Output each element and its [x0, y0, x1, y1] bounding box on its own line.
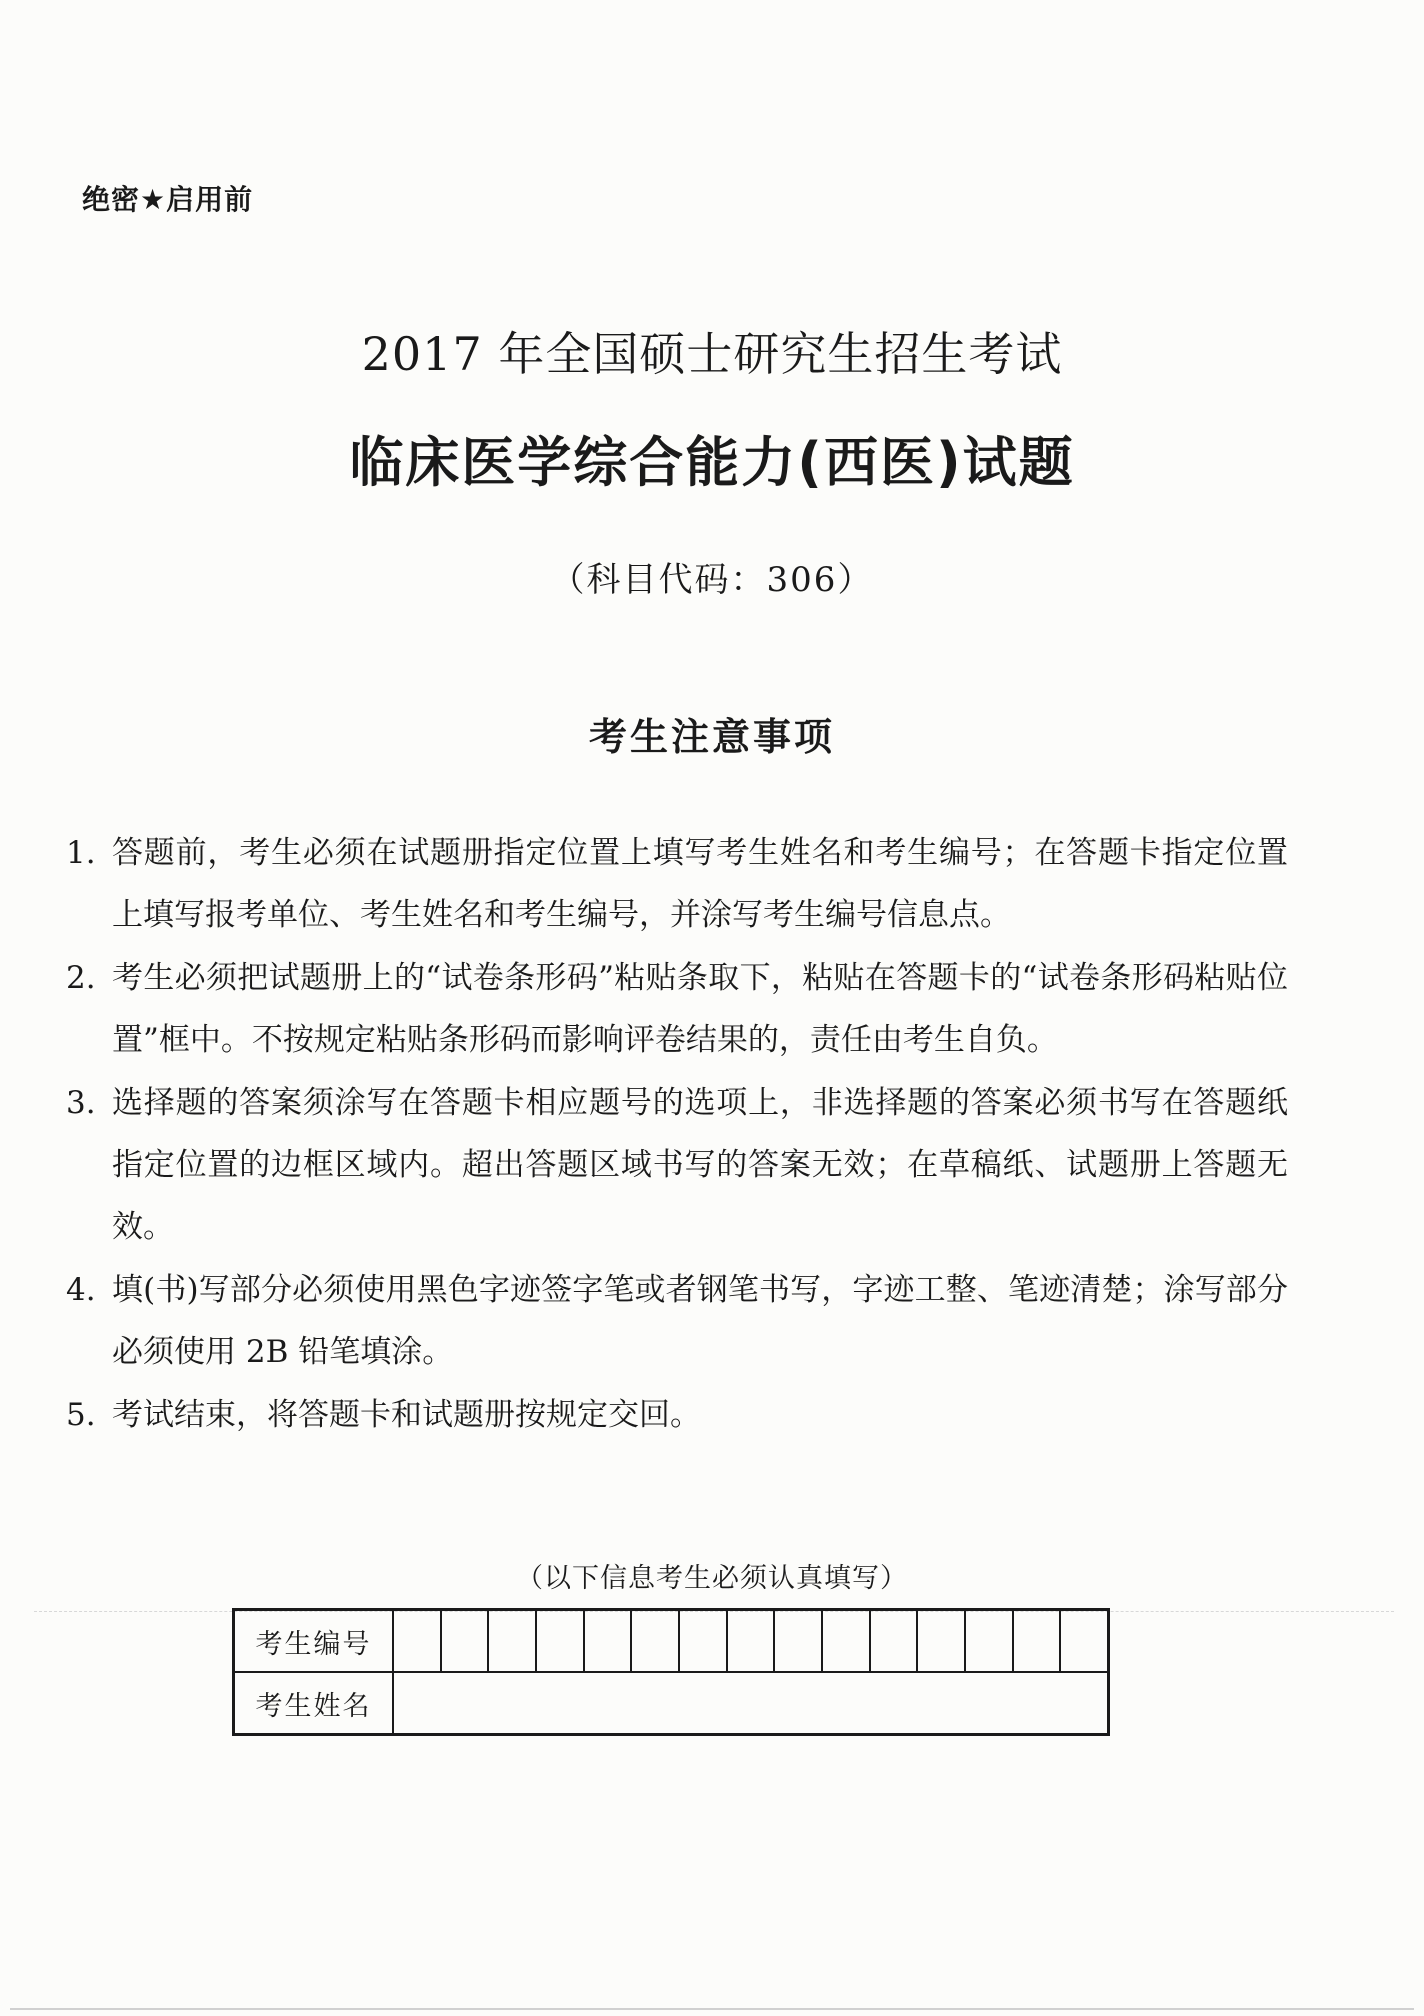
subject-code: （科目代码：306） — [550, 560, 874, 600]
notice-item-number: 2. — [66, 960, 96, 996]
notice-list — [66, 822, 1288, 1447]
candidate-number-label: 考生编号 — [234, 1610, 394, 1673]
notice-item — [66, 947, 1288, 1071]
notice-item — [66, 1072, 1288, 1258]
notice-item — [66, 1259, 1288, 1383]
notice-item — [66, 822, 1288, 946]
candidate-number-digit-box[interactable] — [679, 1610, 727, 1673]
notice-item-text: 考生必须把试题册上的“试卷条形码”粘贴条取下，粘贴在答题卡的“试卷条形码粘贴位置”框中。不按规定粘贴条形码而影响评卷结果的，责任由考生自负。 — [112, 960, 1288, 1058]
notice-item-text: 考试结束，将答题卡和试题册按规定交回。 — [112, 1397, 701, 1433]
notice-item-text: 填(书)写部分必须使用黑色字迹签字笔或者钢笔书写，字迹工整、笔迹清楚；涂写部分必须使用 2B 铅笔填涂。 — [112, 1272, 1288, 1370]
candidate-number-digit-box[interactable] — [393, 1610, 441, 1673]
candidate-number-digit-box[interactable] — [584, 1610, 632, 1673]
candidate-number-digit-box[interactable] — [774, 1610, 822, 1673]
fill-instruction: （以下信息考生必须认真填写） — [516, 1563, 908, 1594]
notice-item-text: 选择题的答案须涂写在答题卡相应题号的选项上，非选择题的答案必须书写在答题纸指定位置的边框区域内。超出答题区域书写的答案无效；在草稿纸、试题册上答题无效。 — [112, 1085, 1288, 1245]
candidate-name-field[interactable] — [393, 1672, 1108, 1735]
classification-mark: 绝密★启用前 — [82, 183, 254, 216]
exam-subject-title: 临床医学综合能力(西医)试题 — [349, 431, 1075, 494]
candidate-number-digit-box[interactable] — [917, 1610, 965, 1673]
candidate-number-digit-box[interactable] — [822, 1610, 870, 1673]
notice-item-number: 5. — [66, 1397, 96, 1433]
candidate-number-digit-box[interactable] — [441, 1610, 489, 1673]
candidate-number-digit-box[interactable] — [631, 1610, 679, 1673]
candidate-name-row — [234, 1672, 1109, 1735]
candidate-number-digit-box[interactable] — [870, 1610, 918, 1673]
notice-item-text: 答题前，考生必须在试题册指定位置上填写考生姓名和考生编号；在答题卡指定位置上填写报考单位、考生姓名和考生编号，并涂写考生编号信息点。 — [112, 835, 1288, 933]
candidate-number-digit-box[interactable] — [536, 1610, 584, 1673]
notice-heading: 考生注意事项 — [588, 715, 835, 759]
candidate-number-digit-box[interactable] — [1060, 1610, 1108, 1673]
candidate-number-digit-box[interactable] — [1013, 1610, 1061, 1673]
notice-item-number: 4. — [66, 1272, 96, 1308]
candidate-number-digit-box[interactable] — [965, 1610, 1013, 1673]
candidate-info-form — [232, 1608, 1110, 1736]
notice-item — [66, 1384, 1288, 1446]
notice-item-number: 3. — [66, 1085, 96, 1121]
candidate-number-digit-box[interactable] — [488, 1610, 536, 1673]
candidate-name-label: 考生姓名 — [234, 1672, 394, 1735]
exam-title: 2017 年全国硕士研究生招生考试 — [361, 327, 1063, 381]
page-edge-line — [10, 2008, 1414, 2010]
candidate-number-row — [234, 1610, 1109, 1673]
candidate-number-digit-box[interactable] — [727, 1610, 775, 1673]
notice-item-number: 1. — [66, 835, 96, 871]
